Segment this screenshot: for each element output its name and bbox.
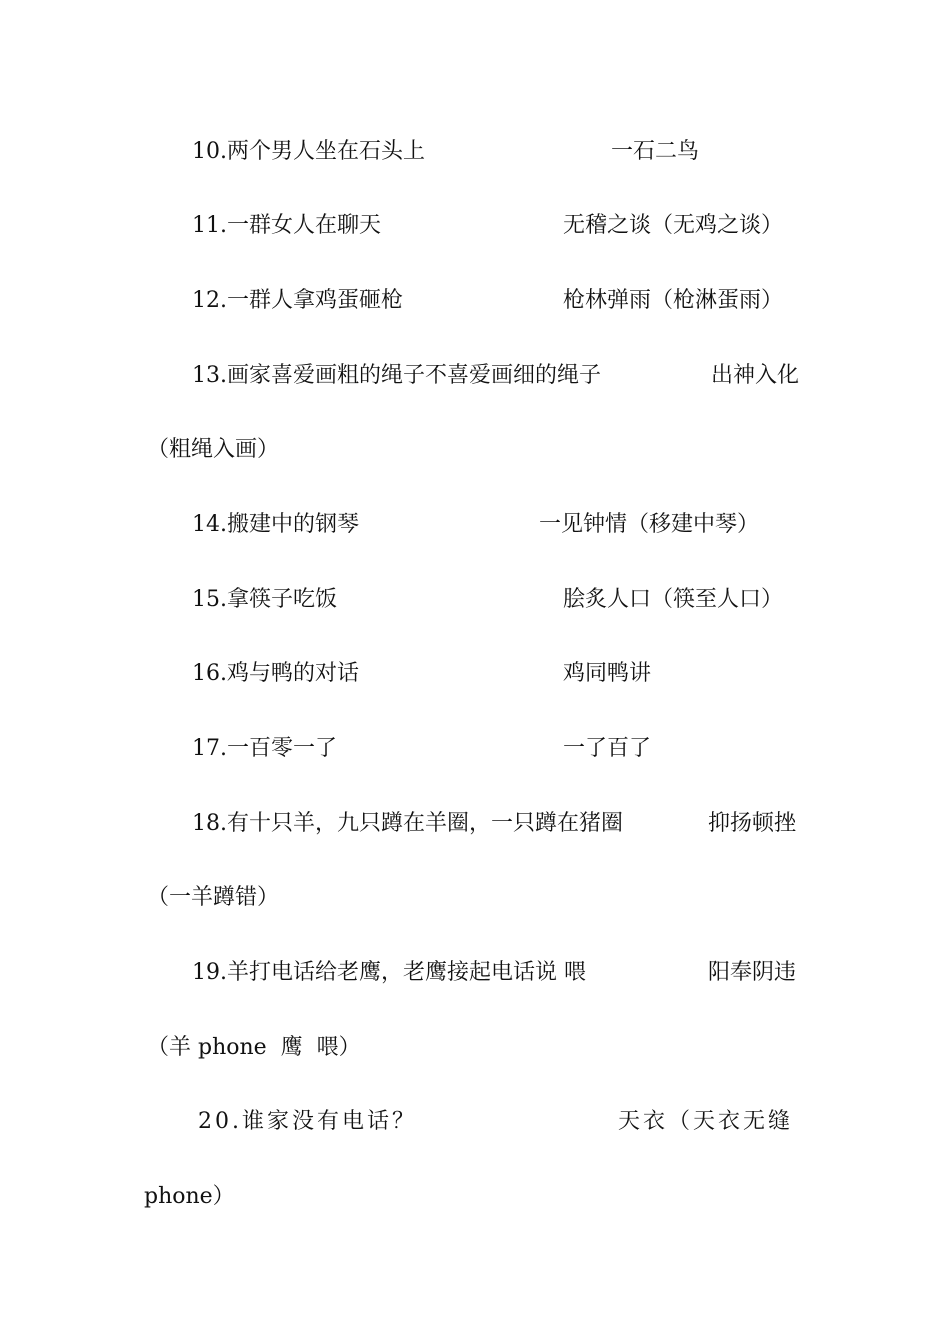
item-question: 鸡与鸭的对话 — [227, 661, 360, 686]
item-question: 一群女人在聊天 — [227, 213, 382, 238]
item-number: 10. — [192, 139, 227, 164]
list-item — [192, 212, 381, 240]
item-question: 一群人拿鸡蛋砸枪 — [227, 288, 404, 313]
item-number: 13. — [192, 363, 227, 388]
list-item — [192, 810, 623, 838]
item-answer: 枪林弹雨（枪淋蛋雨） — [563, 288, 784, 313]
item-answer: 鸡同鸭讲 — [563, 661, 652, 686]
list-item — [192, 959, 586, 987]
item-question: 有十只羊，九只蹲在羊圈，一只蹲在猪圈 — [227, 811, 624, 836]
item-answer: 天衣（天衣无缝 — [618, 1109, 794, 1134]
item-answer: 阳奉阴违 — [708, 960, 797, 985]
item-number: 15. — [192, 587, 227, 612]
list-item — [192, 362, 601, 390]
item-number: 14. — [192, 512, 227, 537]
item-question: 搬建中的钢琴 — [227, 512, 360, 537]
list-item — [192, 511, 359, 539]
item-answer: 一见钟情（移建中琴） — [539, 512, 760, 537]
item-number: 17. — [192, 736, 227, 761]
item-question: 一百零一了 — [227, 736, 338, 761]
item-answer-continuation: （粗绳入画） — [147, 437, 280, 462]
item-number: 20. — [198, 1109, 242, 1134]
list-item — [192, 735, 337, 763]
item-answer-continuation: （一羊蹲错） — [147, 885, 280, 910]
item-answer: 一石二鸟 — [611, 139, 700, 164]
item-question: 拿筷子吃饭 — [227, 587, 338, 612]
item-number: 16. — [192, 661, 227, 686]
item-number: 18. — [192, 811, 227, 836]
item-number: 12. — [192, 288, 227, 313]
item-question: 画家喜爱画粗的绳子不喜爱画细的绳子 — [227, 363, 602, 388]
item-answer-continuation: （羊 phone 鹰 喂） — [147, 1035, 361, 1060]
item-answer: 出神入化 — [711, 363, 800, 388]
item-answer: 无稽之谈（无鸡之谈） — [563, 213, 784, 238]
item-question: 谁家没有电话？ — [242, 1109, 418, 1134]
list-item — [192, 660, 359, 688]
item-question: 两个男人坐在石头上 — [227, 139, 426, 164]
item-answer: 脍炙人口（筷至人口） — [563, 587, 784, 612]
item-answer: 抑扬顿挫 — [708, 811, 797, 836]
list-item — [192, 586, 337, 614]
item-answer: 一了百了 — [563, 736, 652, 761]
item-answer-continuation: phone） — [144, 1184, 235, 1209]
list-item — [192, 138, 425, 166]
list-item — [192, 287, 403, 315]
item-number: 19. — [192, 960, 227, 985]
list-item — [198, 1108, 417, 1136]
item-number: 11. — [192, 213, 227, 238]
item-question: 羊打电话给老鹰，老鹰接起电话说 喂 — [227, 960, 586, 985]
